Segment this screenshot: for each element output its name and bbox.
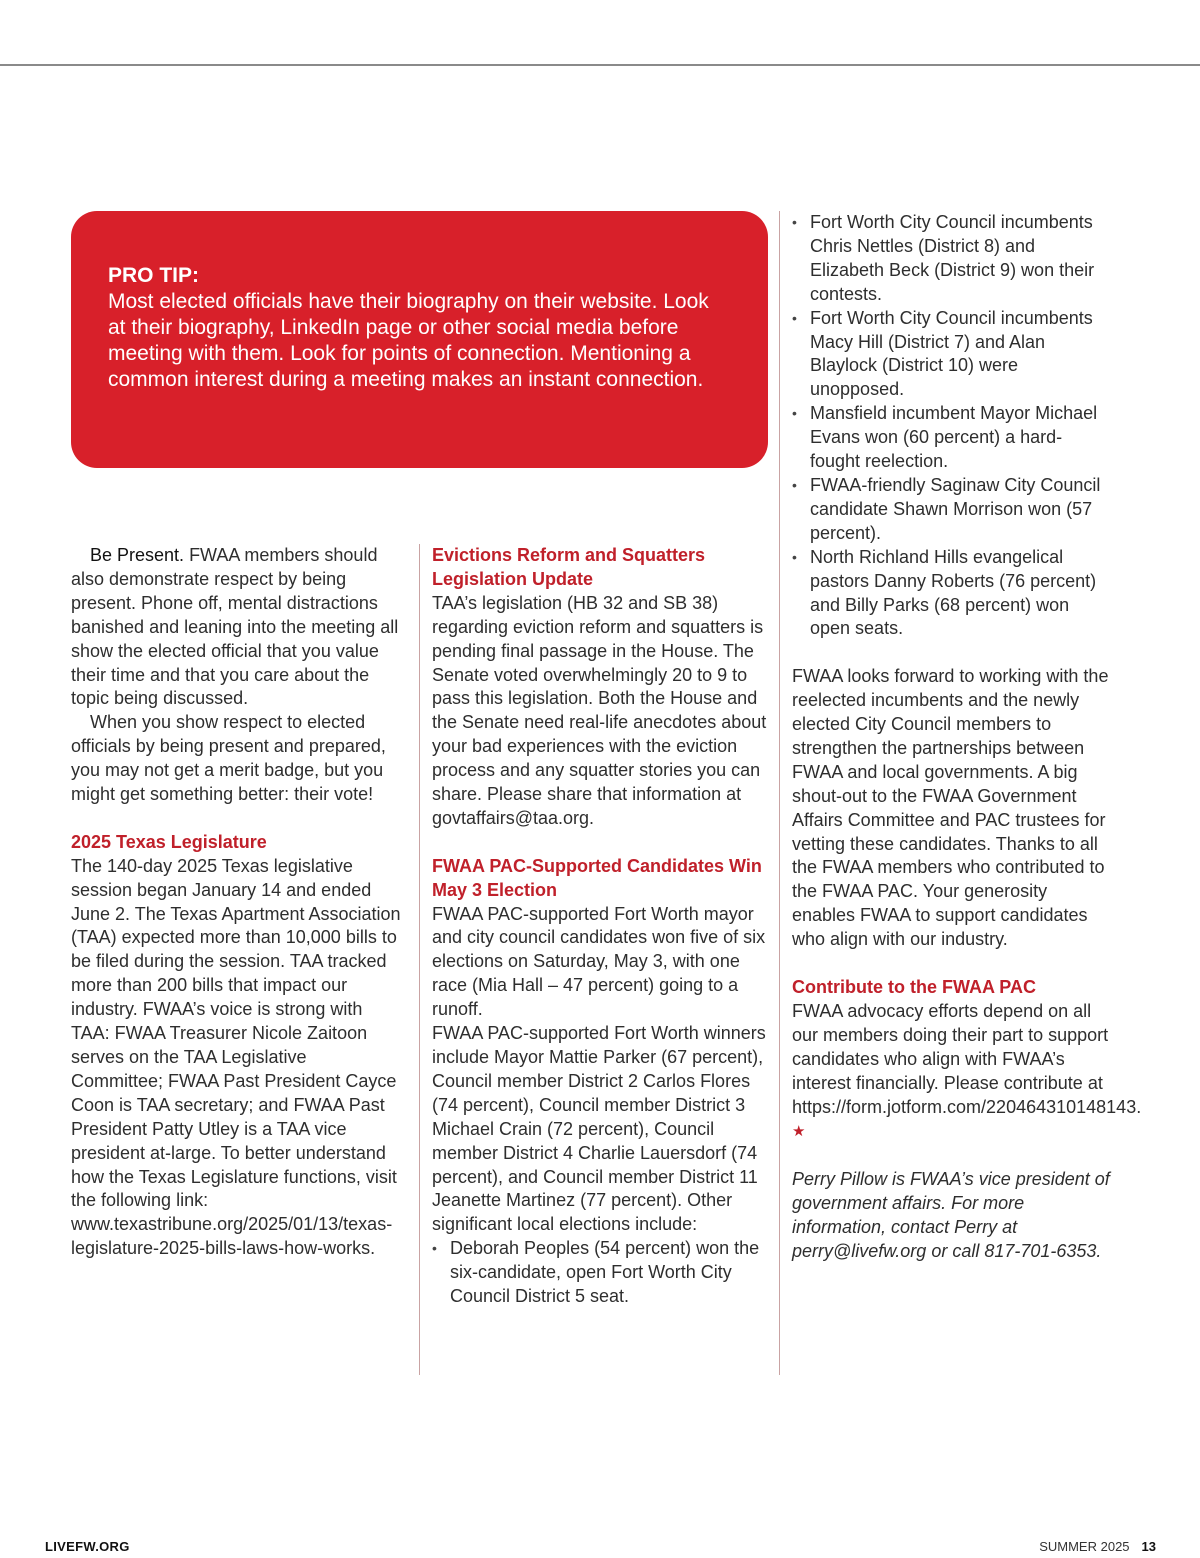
pro-tip-box: [71, 211, 768, 468]
list-item: • Mansfield incumbent Mayor Michael Evans won (60 percent) a hard-fought reelection.: [792, 402, 1112, 474]
column-divider-2: [779, 211, 780, 1375]
evictions-paragraph: TAA’s legislation (HB 32 and SB 38) regarding eviction reform and squatters is pending final passage in the House. The Senate voted overwhelmingly 20 to 9 to pass this legislation. Both the House and the Senate need real-life anecdotes about your bad experiences with the eviction process and any squatter stories you can share. Please share that information at govtaffairs@taa.org.: [432, 592, 767, 828]
contribute-text: FWAA advocacy efforts depend on all our members doing their part to support candidates who align with FWAA’s interest financially. Please contribute at https://form.jotform.com/220464310148143.: [792, 1000, 1142, 1117]
column-2: [432, 544, 772, 1309]
evictions-heading: Evictions Reform and Squatters Legislation Update: [432, 545, 706, 589]
pro-tip-body: Most elected officials have their biography on their website. Look at their biography, LinkedIn page or other social media before meeting with them. Look for points of connection. Mentioning a common interest during a meeting makes an instant connection.: [108, 290, 709, 391]
contribute-paragraph: [792, 1000, 1142, 1144]
list-item: • North Richland Hills evangelical pastors Danny Roberts (76 percent) and Billy Parks (68 percent) won open seats.: [792, 546, 1112, 642]
list-item: • Fort Worth City Council incumbents Macy Hill (District 7) and Alan Blaylock (District 10) were unopposed.: [792, 307, 1112, 403]
legislature-paragraph: The 140-day 2025 Texas legislative session began January 14 and ended June 2. The Texas Apartment Association (TAA) expected more than 10,000 bills to be filed during the session. TAA tracked more than 200 bills that impact our industry. FWAA’s voice is strong with TAA: FWAA Treasurer Nicole Zaitoon serves on the TAA Legislative Committee; FWAA Past President Cayce Coon is TAA secretary; and FWAA Past President Patty Utley is a TAA vice president at-large. To better understand how the Texas Legislature functions, visit the following link: www.texastribune.org/2025/01/13/texas-legislature-2025-bills-laws-how-works.: [71, 855, 401, 1259]
pro-tip-heading: PRO TIP:: [108, 264, 200, 287]
pac-heading: FWAA PAC-Supported Candidates Win May 3 Election: [432, 855, 762, 900]
list-item: • Fort Worth City Council incumbents Chris Nettles (District 8) and Elizabeth Beck (District 9) won their contests.: [792, 211, 1112, 307]
issue-label: SUMMER 2025: [1039, 1539, 1130, 1554]
top-rule: [0, 64, 1200, 66]
be-present-paragraph: [71, 544, 401, 711]
elections-list-continued: [792, 211, 1112, 641]
footer-site: LIVEFW.ORG: [45, 1539, 130, 1554]
contribute-heading: Contribute to the FWAA PAC: [792, 976, 1036, 997]
footer-issue: [1039, 1539, 1156, 1554]
list-item: • FWAA-friendly Saginaw City Council candidate Shawn Morrison won (57 percent).: [792, 474, 1112, 546]
pac-paragraph-1: FWAA PAC-supported Fort Worth mayor and city council candidates won five of six elections on Saturday, May 3, with one race (Mia Hall – 47 percent) going to a runoff.: [432, 903, 766, 1020]
column-1: [71, 544, 401, 1261]
legislature-heading: 2025 Texas Legislature: [71, 831, 267, 852]
column-divider-1: [419, 544, 420, 1375]
page-number: 13: [1141, 1539, 1156, 1554]
list-item: • Deborah Peoples (54 percent) won the six-candidate, open Fort Worth City Council District 5 seat.: [432, 1237, 772, 1309]
pac-paragraph-2: FWAA PAC-supported Fort Worth winners include Mayor Mattie Parker (67 percent), Council member District 2 Carlos Flores (74 percent), Council member District 3 Michael Crain (72 percent), Council member District 4 Charlie Lauersdorf (74 percent), and Council member District 11 Jeanette Martinez (77 percent). Other significant local elections include:: [432, 1023, 766, 1235]
be-present-text: FWAA members should also demonstrate respect by being present. Phone off, mental distractions banished and leaning into the meeting all show the elected official that you value their time and that you care about the topic being discussed.: [71, 545, 399, 709]
author-bio: Perry Pillow is FWAA’s vice president of government affairs. For more information, contact Perry at perry@livefw.org or call 817-701-6353.: [792, 1169, 1110, 1261]
looks-forward-paragraph: FWAA looks forward to working with the reelected incumbents and the newly elected City Council members to strengthen the partnerships between FWAA and local governments. A big shout-out to the FWAA Government Affairs Committee and PAC trustees for vetting these candidates. Thanks to all the FWAA members who contributed to the FWAA PAC. Your generosity enables FWAA to support candidates who align with our industry.: [792, 666, 1109, 950]
be-present-lead: Be Present.: [90, 545, 185, 565]
column-3-top: [792, 211, 1142, 1264]
elections-list-start: [432, 1237, 772, 1309]
respect-paragraph: When you show respect to elected officials by being present and prepared, you may not get a merit badge, but you might get something better: their vote!: [71, 712, 386, 805]
star-icon: ★: [792, 1123, 806, 1141]
